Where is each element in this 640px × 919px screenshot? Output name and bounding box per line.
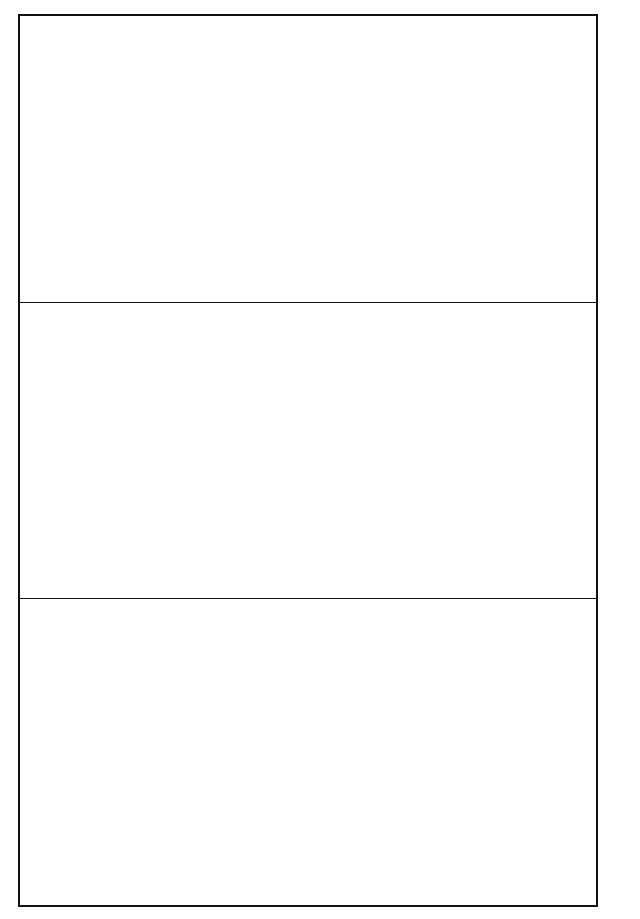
top-columns: [22, 18, 594, 299]
panel-divider-bottom: [18, 598, 598, 599]
bottom-panel: [22, 604, 594, 903]
middle-panel: [22, 308, 594, 593]
panel-divider-top: [18, 302, 598, 303]
middle-columns: [22, 308, 594, 593]
top-panel: [22, 18, 594, 299]
bottom-columns: [22, 604, 594, 903]
page-number: [606, 640, 636, 840]
canon-title: [606, 70, 636, 190]
